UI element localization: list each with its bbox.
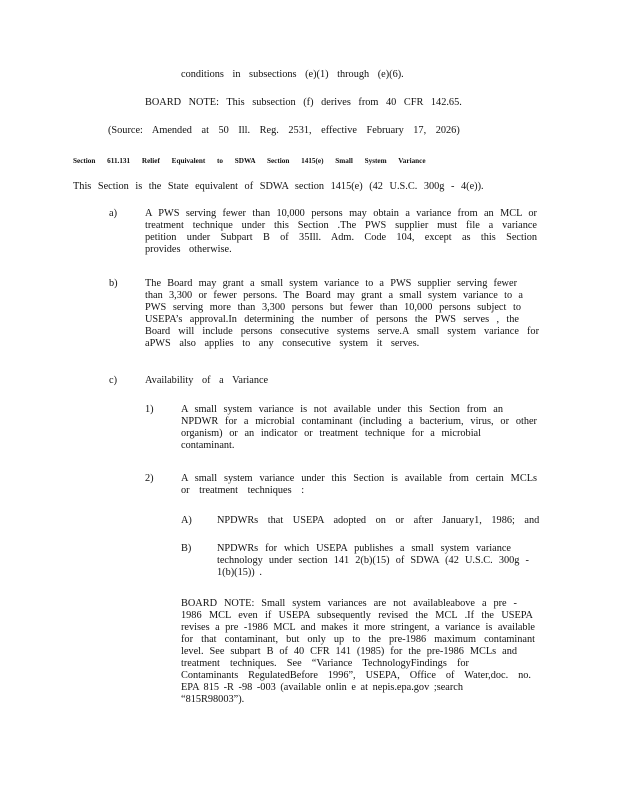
- paragraph-b-line: aPWS also applies to any consecutive system it serves.: [145, 338, 420, 349]
- paragraph-a-line: A PWS serving fewer than 10,000 persons may obtain a variance from an MCL or: [145, 208, 537, 219]
- subparagraph-c1-line: contaminant.: [181, 440, 235, 451]
- board-note-line: level. See subpart B of 40 CFR 141 (1985) for the pre-1986 MCLs and: [181, 646, 517, 657]
- paragraph-b-line: USEPA’s approval.In determining the number of persons the PWS serves , the: [145, 314, 519, 325]
- continuation-line: conditions in subsections (e)(1) through (e)(6).: [181, 69, 404, 80]
- board-note: BOARD NOTE: This subsection (f) derives from 40 CFR 142.65.: [145, 97, 462, 108]
- paragraph-c-title: Availability of a Variance: [145, 375, 269, 386]
- subparagraph-c2-line: or treatment techniques :: [181, 485, 305, 496]
- item-A-text: NPDWRs that USEPA adopted on or after January1, 1986; and: [217, 515, 540, 526]
- paragraph-a-line: provides otherwise.: [145, 244, 232, 255]
- item-A-label: A): [181, 515, 192, 526]
- board-note-line: revises a pre -1986 MCL and makes it more stringent, a variance is available: [181, 622, 535, 633]
- subparagraph-c2-label: 2): [145, 473, 154, 484]
- item-B-line: 1(b)(15)) .: [217, 567, 262, 578]
- section-heading: Section 611.131 Relief Equivalent to SDWA Section 1415(e) Small System Variance: [73, 157, 426, 165]
- item-B: [217, 543, 529, 579]
- paragraph-a-label: a): [109, 208, 117, 219]
- paragraph-b-line: Board will include persons consecutive systems serve.A small system variance for: [145, 326, 539, 337]
- board-note-line: Contaminants RegulatedBefore 1996”, USEPA, Office of Water,doc. no.: [181, 670, 531, 681]
- subparagraph-c1: [181, 404, 537, 452]
- paragraph-b: [145, 278, 539, 350]
- board-note-line: treatment techniques. See “Variance TechnologyFindings for: [181, 658, 469, 669]
- subparagraph-c1-line: A small system variance is not available under this Section from an: [181, 404, 503, 415]
- subparagraph-c1-line: NPDWR for a microbial contaminant (including a bacterium, virus, or other: [181, 416, 537, 427]
- subparagraph-c2-line: A small system variance under this Section is available from certain MCLs: [181, 473, 537, 484]
- paragraph-c-label: c): [109, 375, 117, 386]
- subparagraph-c1-label: 1): [145, 404, 154, 415]
- item-B-line: NPDWRs for which USEPA publishes a small system variance: [217, 543, 511, 554]
- board-note-line: EPA 815 -R -98 -003 (available onlin e at nepis.epa.gov ;search: [181, 682, 463, 693]
- item-B-line: technology under section 141 2(b)(15) of SDWA (42 U.S.C. 300g -: [217, 555, 529, 566]
- paragraph-b-line: PWS serving more than 3,300 persons but fewer than 10,000 persons subject to: [145, 302, 521, 313]
- subparagraph-c1-line: organism) or an indicator or treatment technique for a microbial: [181, 428, 481, 439]
- board-note-line: “815R98003”).: [181, 694, 245, 705]
- paragraph-a-line: petition under Subpart B of 35Ill. Adm. Code 104, except as this Section: [145, 232, 537, 243]
- section-intro: This Section is the State equivalent of SDWA section 1415(e) (42 U.S.C. 300g - 4(e)).: [73, 181, 484, 192]
- board-note-line: BOARD NOTE: Small system variances are not availableabove a pre -: [181, 598, 517, 609]
- paragraph-a-line: treatment technique under this Section .The PWS supplier must file a variance: [145, 220, 537, 231]
- paragraph-a: [145, 208, 537, 256]
- board-note-line: 1986 MCL even if USEPA subsequently revised the MCL .If the USEPA: [181, 610, 533, 621]
- paragraph-b-label: b): [109, 278, 118, 289]
- subparagraph-c2: [181, 473, 537, 497]
- paragraph-b-line: than 3,300 or fewer persons. The Board may grant a small system variance to a: [145, 290, 523, 301]
- paragraph-b-line: The Board may grant a small system variance to a PWS supplier serving fewer: [145, 278, 517, 289]
- source-note: (Source: Amended at 50 Ill. Reg. 2531, effective February 17, 2026): [108, 125, 460, 136]
- board-note-c2: [181, 598, 535, 706]
- item-B-label: B): [181, 543, 192, 554]
- board-note-line: for that contaminant, but only up to the pre-1986 maximum contaminant: [181, 634, 535, 645]
